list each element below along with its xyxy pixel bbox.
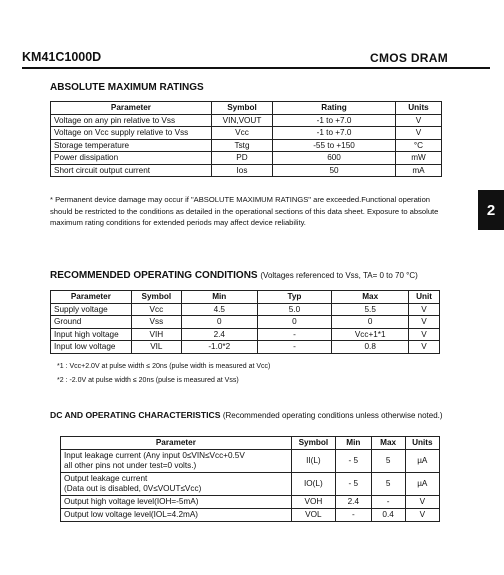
rec-subtitle: (Voltages referenced to Vss, TA= 0 to 70 °C) — [260, 271, 418, 280]
rec-footnote-1: *1 : Vcc+2.0V at pulse width ≤ 20ns (pulse width is measured at Vcc) — [57, 363, 271, 370]
rec-table — [50, 290, 440, 354]
col-header: Parameter — [51, 291, 132, 304]
cell: mA — [395, 164, 441, 177]
cell: mW — [395, 152, 441, 165]
cell: - — [257, 328, 332, 341]
col-header: Parameter — [51, 102, 212, 115]
cell: IO(L) — [291, 472, 335, 495]
cell: Input high voltage — [51, 328, 132, 341]
cell: -1 to +7.0 — [273, 114, 396, 127]
table-row — [51, 316, 440, 329]
table-row — [51, 139, 442, 152]
col-header: Symbol — [291, 437, 335, 450]
cell: 0.4 — [371, 508, 405, 521]
cell: VOH — [291, 495, 335, 508]
cell: - — [371, 495, 405, 508]
abs-max-title: ABSOLUTE MAXIMUM RATINGS — [50, 82, 204, 93]
cell: - 5 — [336, 472, 372, 495]
cell: Vcc — [211, 127, 272, 140]
cell: VOL — [291, 508, 335, 521]
dc-subtitle: (Recommended operating conditions unless otherwise noted.) — [222, 411, 443, 420]
col-header: Parameter — [61, 437, 292, 450]
cell: 0 — [257, 316, 332, 329]
table-row — [61, 472, 440, 495]
cell: 5.0 — [257, 303, 332, 316]
cell: Vss — [131, 316, 181, 329]
rec-title — [50, 270, 418, 281]
rec-footnote-2: *2 : -2.0V at pulse width ≤ 20ns (pulse is measured at Vss) — [57, 377, 239, 384]
table-row — [61, 508, 440, 521]
table-row — [51, 114, 442, 127]
cell: Storage temperature — [51, 139, 212, 152]
cell: -1 to +7.0 — [273, 127, 396, 140]
cell: Short circuit output current — [51, 164, 212, 177]
cell: PD — [211, 152, 272, 165]
product-type: CMOS DRAM — [370, 51, 449, 65]
col-header: Units — [405, 437, 439, 450]
cell: 5 — [371, 472, 405, 495]
cell: Supply voltage — [51, 303, 132, 316]
table-row — [61, 495, 440, 508]
cell: Ios — [211, 164, 272, 177]
cell: Input leakage current (Any input 0≤VIN≤Vcc+0.5V all other pins not under test=0 volts.) — [61, 449, 292, 472]
cell: -55 to +150 — [273, 139, 396, 152]
cell: Voltage on any pin relative to Vss — [51, 114, 212, 127]
cell: Vcc — [131, 303, 181, 316]
cell: 5.5 — [332, 303, 409, 316]
header-rule — [22, 67, 490, 69]
col-header: Symbol — [131, 291, 181, 304]
cell: V — [409, 341, 440, 354]
cell: V — [409, 328, 440, 341]
dc-title — [50, 410, 443, 420]
cell: 4.5 — [181, 303, 257, 316]
cell: 2.4 — [336, 495, 372, 508]
cell: 600 — [273, 152, 396, 165]
table-row — [61, 449, 440, 472]
cell: 0.8 — [332, 341, 409, 354]
cell: II(L) — [291, 449, 335, 472]
section-tab: 2 — [478, 190, 504, 230]
cell: Voltage on Vcc supply relative to Vss — [51, 127, 212, 140]
col-header: Max — [332, 291, 409, 304]
table-row — [51, 127, 442, 140]
table-row — [51, 328, 440, 341]
cell: 5 — [371, 449, 405, 472]
cell: Output leakage current (Data out is disabled, 0V≤VOUT≤Vcc) — [61, 472, 292, 495]
cell: VIL — [131, 341, 181, 354]
cell: 2.4 — [181, 328, 257, 341]
cell: °C — [395, 139, 441, 152]
dc-table — [60, 436, 440, 522]
cell: VIN,VOUT — [211, 114, 272, 127]
table-row — [51, 303, 440, 316]
cell: Output high voltage level(IOH=-5mA) — [61, 495, 292, 508]
cell: 0 — [181, 316, 257, 329]
cell: V — [395, 114, 441, 127]
cell: Vcc+1*1 — [332, 328, 409, 341]
col-header: Rating — [273, 102, 396, 115]
table-row — [51, 152, 442, 165]
part-number: KM41C1000D — [22, 50, 102, 64]
cell: - — [336, 508, 372, 521]
col-header: Max — [371, 437, 405, 450]
cell: V — [395, 127, 441, 140]
col-header: Min — [181, 291, 257, 304]
cell: - 5 — [336, 449, 372, 472]
cell: V — [405, 508, 439, 521]
col-header: Typ — [257, 291, 332, 304]
rec-title-text: RECOMMENDED OPERATING CONDITIONS — [50, 270, 258, 281]
cell: µA — [405, 449, 439, 472]
abs-max-table — [50, 101, 442, 177]
cell: Output low voltage level(IOL=4.2mA) — [61, 508, 292, 521]
col-header: Units — [395, 102, 441, 115]
cell: V — [409, 316, 440, 329]
table-row — [51, 341, 440, 354]
cell: Tstg — [211, 139, 272, 152]
col-header: Min — [336, 437, 372, 450]
cell: Ground — [51, 316, 132, 329]
table-row — [51, 164, 442, 177]
cell: Power dissipation — [51, 152, 212, 165]
cell: 50 — [273, 164, 396, 177]
cell: Input low voltage — [51, 341, 132, 354]
cell: µA — [405, 472, 439, 495]
cell: VIH — [131, 328, 181, 341]
cell: 0 — [332, 316, 409, 329]
cell: -1.0*2 — [181, 341, 257, 354]
cell: V — [409, 303, 440, 316]
dc-title-text: DC AND OPERATING CHARACTERISTICS — [50, 410, 221, 420]
col-header: Symbol — [211, 102, 272, 115]
cell: V — [405, 495, 439, 508]
cell: - — [257, 341, 332, 354]
col-header: Unit — [409, 291, 440, 304]
abs-max-note: * Permanent device damage may occur if "ABSOLUTE MAXIMUM RATINGS" are exceeded.Functional operation should be restricted to the conditions as detailed in the operational sections of this data sheet. Exposure to absolute maximum rating conditions for extended periods may affect device reliability. — [50, 195, 439, 227]
